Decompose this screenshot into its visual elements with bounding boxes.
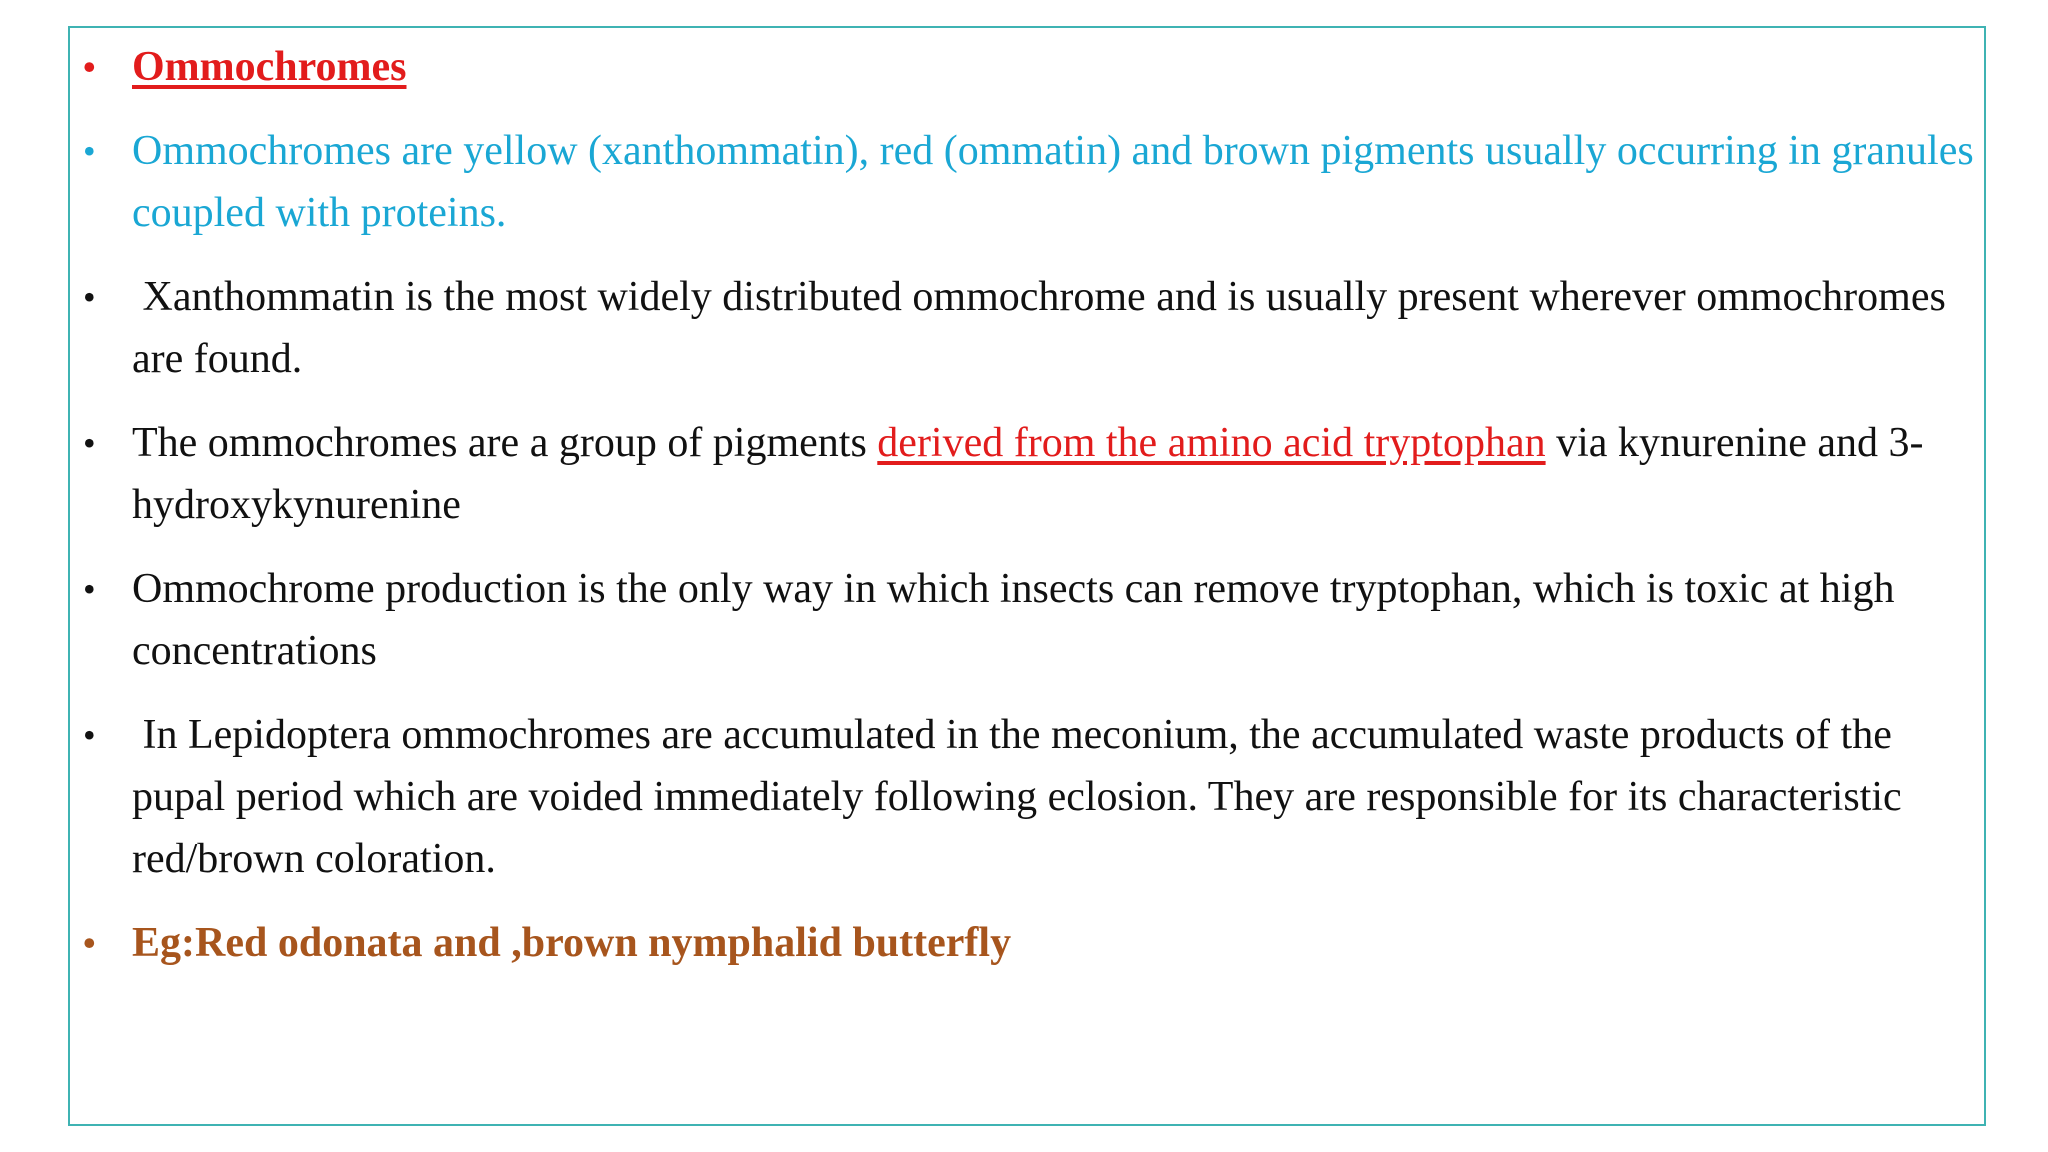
bullet-example bbox=[80, 912, 1980, 974]
bullet-lepidoptera bbox=[80, 704, 1980, 890]
origin-text-after: via kynurenine and 3-hydroxykynurenine bbox=[132, 420, 1924, 528]
bullet-dot: • bbox=[83, 923, 96, 963]
bullet-dot: • bbox=[83, 277, 96, 317]
bullet-definition bbox=[80, 120, 1980, 244]
bullet-title bbox=[80, 36, 1980, 98]
bullet-xanthommatin bbox=[80, 266, 1980, 390]
bullet-list bbox=[80, 36, 1980, 996]
lepidoptera-text: In Lepidoptera ommochromes are accumulated in the meconium, the accumulated waste products of the pupal period which are voided immediately following eclosion. They are responsible for its characteristic red/brown coloration. bbox=[132, 712, 1913, 882]
title-text: Ommochromes bbox=[132, 44, 407, 90]
bullet-origin bbox=[80, 412, 1980, 536]
example-text: Eg:Red odonata and ,brown nymphalid butterfly bbox=[132, 920, 1012, 966]
bullet-dot: • bbox=[83, 131, 96, 171]
xanthommatin-text: Xanthommatin is the most widely distributed ommochrome and is usually present wherever ommochromes are found. bbox=[132, 274, 1957, 382]
definition-text: Ommochromes are yellow (xanthommatin), red (ommatin) and brown pigments usually occurring in granules coupled with proteins. bbox=[132, 128, 1974, 236]
bullet-dot: • bbox=[83, 423, 96, 463]
bullet-dot: • bbox=[83, 715, 96, 755]
bullet-tryptophan-removal bbox=[80, 558, 1980, 682]
bullet-dot: • bbox=[83, 569, 96, 609]
tryptophan-removal-text: Ommochrome production is the only way in which insects can remove tryptophan, which is toxic at high concentrations bbox=[132, 566, 1895, 674]
origin-text-before: The ommochromes are a group of pigments bbox=[132, 420, 878, 466]
bullet-dot: • bbox=[83, 47, 96, 87]
origin-highlight-text: derived from the amino acid tryptophan bbox=[877, 420, 1546, 466]
